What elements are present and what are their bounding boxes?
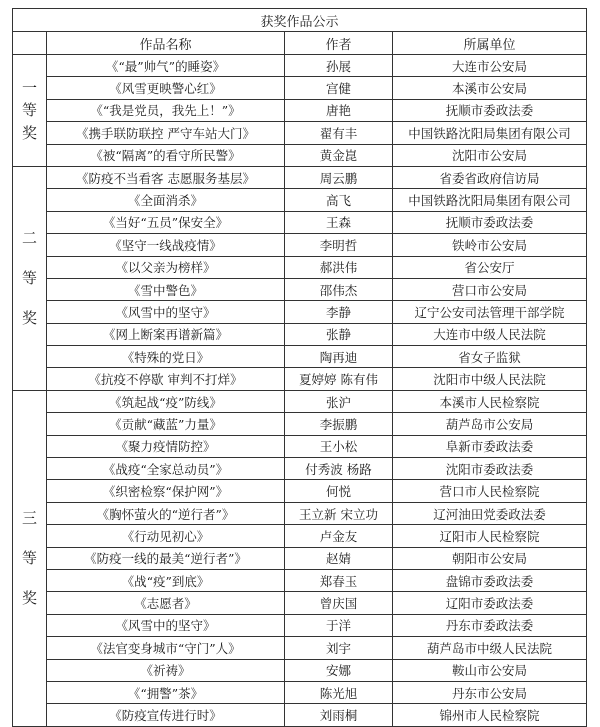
header-row bbox=[13, 32, 587, 55]
work-cell: 《坚守一线战疫情》 bbox=[47, 234, 285, 256]
author-cell: 翟有丰 bbox=[285, 122, 393, 144]
author-cell: 卢金友 bbox=[285, 525, 393, 547]
table-row bbox=[13, 144, 587, 166]
work-cell: 《“拥警”茶》 bbox=[47, 681, 285, 703]
unit-cell: 葫芦岛市公安局 bbox=[393, 413, 587, 435]
unit-cell: 沈阳市公安局 bbox=[393, 144, 587, 166]
author-cell: 郝洪伟 bbox=[285, 256, 393, 278]
rank-char: 奖 bbox=[21, 589, 37, 608]
work-cell: 《携手联防联控 严守车站大门》 bbox=[47, 122, 285, 144]
unit-cell: 辽阳市委政法委 bbox=[393, 592, 587, 614]
rank-char: 奖 bbox=[21, 309, 37, 328]
unit-cell: 铁岭市公安局 bbox=[393, 234, 587, 256]
table-row bbox=[13, 390, 587, 412]
work-cell: 《网上断案再谱新篇》 bbox=[47, 323, 285, 345]
author-cell: 唐艳 bbox=[285, 99, 393, 121]
author-cell: 周云鹏 bbox=[285, 166, 393, 188]
author-cell: 张沪 bbox=[285, 390, 393, 412]
work-cell: 《祈祷》 bbox=[47, 659, 285, 681]
author-cell: 王小松 bbox=[285, 435, 393, 457]
work-cell: 《战疫“全家总动员”》 bbox=[47, 458, 285, 480]
author-cell: 于洋 bbox=[285, 614, 393, 636]
table-row bbox=[13, 189, 587, 211]
work-cell: 《以父亲为榜样》 bbox=[47, 256, 285, 278]
rank-char: 二 bbox=[21, 229, 37, 248]
unit-cell: 沈阳市委政法委 bbox=[393, 458, 587, 480]
work-cell: 《“我是党员，我先上！”》 bbox=[47, 99, 285, 121]
table-row bbox=[13, 346, 587, 368]
table-row bbox=[13, 458, 587, 480]
table-row bbox=[13, 413, 587, 435]
unit-cell: 本溪市公安局 bbox=[393, 77, 587, 99]
unit-cell: 省公安厅 bbox=[393, 256, 587, 278]
table-row bbox=[13, 525, 587, 547]
work-cell: 《防疫宣传进行时》 bbox=[47, 704, 285, 726]
author-cell: 郑春玉 bbox=[285, 569, 393, 591]
work-cell: 《行动见初心》 bbox=[47, 525, 285, 547]
work-cell: 《防疫一线的最美“逆行者”》 bbox=[47, 547, 285, 569]
table-row bbox=[13, 659, 587, 681]
work-cell: 《贡献“藏蓝”力量》 bbox=[47, 413, 285, 435]
rank-char: 等 bbox=[21, 101, 37, 120]
work-cell: 《防疫不当看客 志愿服务基层》 bbox=[47, 166, 285, 188]
table-row bbox=[13, 502, 587, 524]
table-row bbox=[13, 323, 587, 345]
unit-cell: 丹东市委政法委 bbox=[393, 614, 587, 636]
rank-char: 等 bbox=[21, 549, 37, 568]
author-cell: 李静 bbox=[285, 301, 393, 323]
rank-char: 一 bbox=[21, 78, 37, 97]
author-cell: 孙展 bbox=[285, 55, 393, 77]
work-cell: 《风雪中的坚守》 bbox=[47, 614, 285, 636]
unit-cell: 阜新市委政法委 bbox=[393, 435, 587, 457]
award-table bbox=[12, 8, 587, 727]
page-title: 获奖作品公示 bbox=[13, 9, 587, 32]
rank-char: 奖 bbox=[21, 123, 37, 142]
work-cell: 《筑起战“疫”防线》 bbox=[47, 390, 285, 412]
work-cell: 《被“隔离”的看守所民警》 bbox=[47, 144, 285, 166]
unit-cell: 辽河油田党委政法委 bbox=[393, 502, 587, 524]
title-row bbox=[13, 9, 587, 32]
work-cell: 《志愿者》 bbox=[47, 592, 285, 614]
rank-cell bbox=[13, 166, 47, 390]
unit-cell: 中国铁路沈阳局集团有限公司 bbox=[393, 122, 587, 144]
header-work: 作品名称 bbox=[47, 32, 285, 55]
author-cell: 付秀波 杨路 bbox=[285, 458, 393, 480]
unit-cell: 抚顺市委政法委 bbox=[393, 211, 587, 233]
author-cell: 李明哲 bbox=[285, 234, 393, 256]
header-author: 作者 bbox=[285, 32, 393, 55]
table-row bbox=[13, 480, 587, 502]
table-row bbox=[13, 368, 587, 390]
table-row bbox=[13, 592, 587, 614]
author-cell: 黄金崑 bbox=[285, 144, 393, 166]
table-row bbox=[13, 301, 587, 323]
unit-cell: 鞍山市公安局 bbox=[393, 659, 587, 681]
table-row bbox=[13, 704, 587, 726]
table-row bbox=[13, 55, 587, 77]
author-cell: 王森 bbox=[285, 211, 393, 233]
work-cell: 《抗疫不停歇 审判不打烊》 bbox=[47, 368, 285, 390]
table-row bbox=[13, 681, 587, 703]
author-cell: 安娜 bbox=[285, 659, 393, 681]
unit-cell: 沈阳市中级人民法院 bbox=[393, 368, 587, 390]
table-row bbox=[13, 435, 587, 457]
work-cell: 《全面消杀》 bbox=[47, 189, 285, 211]
author-cell: 高飞 bbox=[285, 189, 393, 211]
unit-cell: 中国铁路沈阳局集团有限公司 bbox=[393, 189, 587, 211]
table-row bbox=[13, 99, 587, 121]
rank-char: 等 bbox=[21, 269, 37, 288]
author-cell: 陶再迪 bbox=[285, 346, 393, 368]
header-unit: 所属单位 bbox=[393, 32, 587, 55]
table-row bbox=[13, 278, 587, 300]
work-cell: 《“最”帅气”的睡姿》 bbox=[47, 55, 285, 77]
unit-cell: 锦州市人民检察院 bbox=[393, 704, 587, 726]
author-cell: 王立新 宋立功 bbox=[285, 502, 393, 524]
work-cell: 《当好“五员”保安全》 bbox=[47, 211, 285, 233]
table-row bbox=[13, 166, 587, 188]
work-cell: 《战“疫”到底》 bbox=[47, 569, 285, 591]
work-cell: 《风雪更映警心红》 bbox=[47, 77, 285, 99]
work-cell: 《胸怀萤火的“逆行者”》 bbox=[47, 502, 285, 524]
table-row bbox=[13, 122, 587, 144]
table-row bbox=[13, 547, 587, 569]
author-cell: 赵婧 bbox=[285, 547, 393, 569]
author-cell: 邵伟杰 bbox=[285, 278, 393, 300]
table-row bbox=[13, 256, 587, 278]
author-cell: 张静 bbox=[285, 323, 393, 345]
rank-cell bbox=[13, 55, 47, 167]
unit-cell: 本溪市人民检察院 bbox=[393, 390, 587, 412]
author-cell: 宫健 bbox=[285, 77, 393, 99]
author-cell: 刘雨桐 bbox=[285, 704, 393, 726]
table-row bbox=[13, 637, 587, 659]
unit-cell: 大连市公安局 bbox=[393, 55, 587, 77]
header-rank bbox=[13, 32, 47, 55]
unit-cell: 大连市中级人民法院 bbox=[393, 323, 587, 345]
table-row bbox=[13, 77, 587, 99]
table-row bbox=[13, 614, 587, 636]
unit-cell: 朝阳市公安局 bbox=[393, 547, 587, 569]
award-table-container bbox=[12, 8, 586, 727]
work-cell: 《织密检察“保护网”》 bbox=[47, 480, 285, 502]
author-cell: 何悦 bbox=[285, 480, 393, 502]
rank-char: 三 bbox=[21, 509, 37, 528]
work-cell: 《特殊的党日》 bbox=[47, 346, 285, 368]
author-cell: 刘宇 bbox=[285, 637, 393, 659]
work-cell: 《聚力疫情防控》 bbox=[47, 435, 285, 457]
unit-cell: 辽阳市人民检察院 bbox=[393, 525, 587, 547]
table-row bbox=[13, 234, 587, 256]
author-cell: 曾庆国 bbox=[285, 592, 393, 614]
work-cell: 《风雪中的坚守》 bbox=[47, 301, 285, 323]
author-cell: 夏婷婷 陈有伟 bbox=[285, 368, 393, 390]
rank-cell bbox=[13, 390, 47, 726]
author-cell: 李振鹏 bbox=[285, 413, 393, 435]
unit-cell: 营口市人民检察院 bbox=[393, 480, 587, 502]
unit-cell: 盘锦市委政法委 bbox=[393, 569, 587, 591]
author-cell: 陈光旭 bbox=[285, 681, 393, 703]
unit-cell: 丹东市公安局 bbox=[393, 681, 587, 703]
unit-cell: 省女子监狱 bbox=[393, 346, 587, 368]
unit-cell: 辽宁公安司法管理干部学院 bbox=[393, 301, 587, 323]
unit-cell: 省委省政府信访局 bbox=[393, 166, 587, 188]
table-row bbox=[13, 211, 587, 233]
unit-cell: 葫芦岛市中级人民法院 bbox=[393, 637, 587, 659]
unit-cell: 营口市公安局 bbox=[393, 278, 587, 300]
work-cell: 《雪中警色》 bbox=[47, 278, 285, 300]
table-row bbox=[13, 569, 587, 591]
unit-cell: 抚顺市委政法委 bbox=[393, 99, 587, 121]
work-cell: 《法官变身城市“守门”人》 bbox=[47, 637, 285, 659]
